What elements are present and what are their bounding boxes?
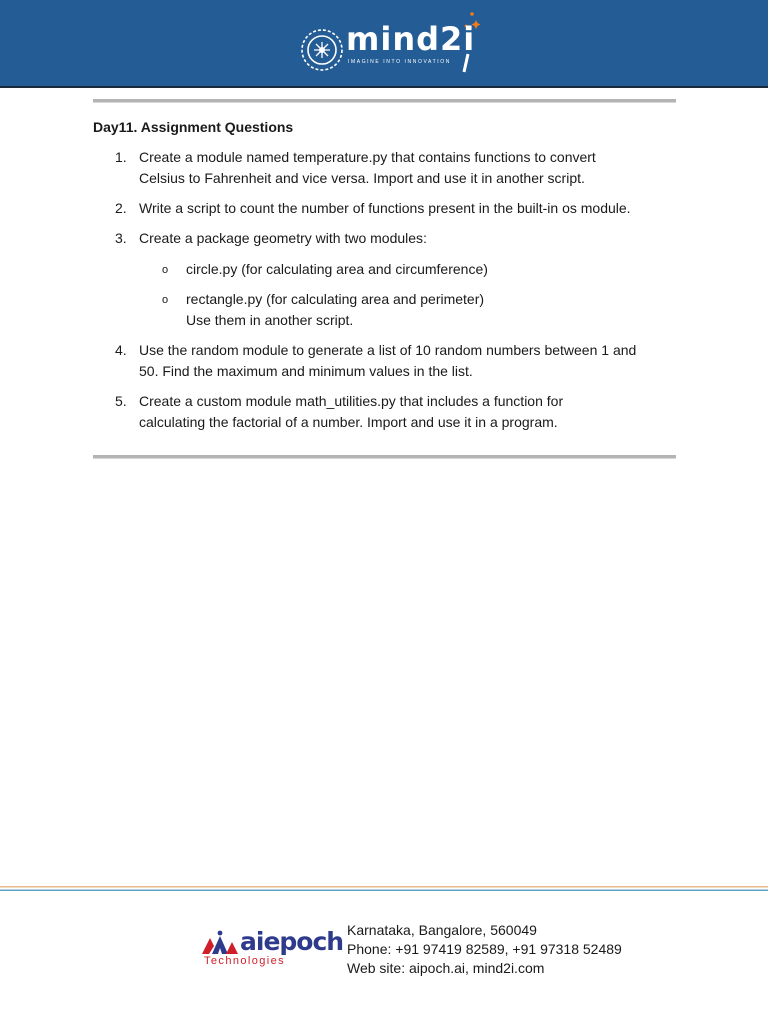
question-item: [115, 198, 679, 219]
question-text: calculating the factorial of a number. Import and use it in a program.: [139, 413, 558, 430]
mind2i-logo: [298, 12, 488, 76]
page-title: Day11. Assignment Questions: [93, 119, 294, 135]
sub-item-text: Use them in another script.: [186, 311, 354, 328]
question-text: Create a custom module math_utilities.py that includes a function for: [139, 393, 564, 409]
sub-item-text: circle.py (for calculating area and circumference): [186, 261, 488, 277]
question-text: Write a script to count the number of functions present in the built-in os module.: [139, 200, 631, 216]
question-number: 1.: [115, 149, 127, 165]
question-item: [115, 147, 679, 188]
website-text: Web site: aipoch.ai, mind2i.com: [347, 960, 545, 976]
contact-block: [347, 921, 622, 978]
question-item: [115, 391, 679, 432]
footer-divider: [0, 884, 768, 894]
aiepoch-wordmark: aiepoch: [240, 927, 344, 956]
question-text: Create a package geometry with two modules:: [139, 230, 427, 246]
aiepoch-logo: [200, 927, 344, 970]
sub-list-item: [162, 289, 666, 330]
sub-item-text: rectangle.py (for calculating area and perimeter): [186, 291, 485, 307]
spark-dot: [470, 12, 474, 16]
question-number: 4.: [115, 342, 127, 358]
question-item: [115, 228, 679, 249]
sub-list-item: [162, 259, 666, 280]
bullet-marker: o: [162, 294, 169, 306]
bullet-marker: o: [162, 264, 169, 276]
phone-text: Phone: +91 97419 82589, +91 97318 52489: [347, 941, 622, 957]
question-number: 5.: [115, 393, 127, 409]
question-text: Use the random module to generate a list of 10 random numbers between 1 and: [139, 342, 637, 358]
logo-tagline: IMAGINE INTO INNOVATION: [348, 59, 451, 65]
question-item: [115, 340, 679, 381]
aiepoch-mark-icon: [200, 930, 240, 958]
aiepoch-subtitle: Technologies: [204, 955, 286, 967]
address-text: Karnataka, Bangalore, 560049: [347, 922, 537, 938]
question-number: 3.: [115, 230, 127, 246]
question-number: 2.: [115, 200, 127, 216]
question-text: Create a module named temperature.py that contains functions to convert: [139, 149, 596, 165]
question-text: 50. Find the maximum and minimum values in the list.: [139, 362, 473, 379]
header-banner: [0, 0, 768, 88]
divider-bottom: [93, 455, 676, 459]
divider-top: [93, 99, 676, 103]
logo-wordmark: mind2i: [346, 20, 476, 58]
question-text: Celsius to Fahrenheit and vice versa. Import and use it in another script.: [139, 169, 585, 186]
